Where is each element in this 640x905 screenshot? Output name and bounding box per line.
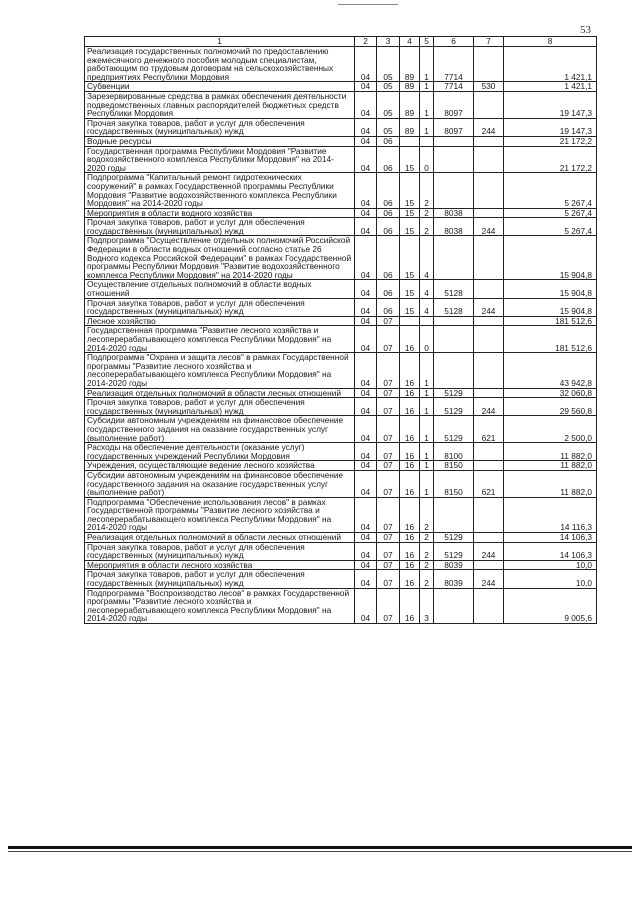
row-section: 04 xyxy=(355,353,377,388)
row-name: Субвенции xyxy=(85,82,355,92)
row-section: 04 xyxy=(355,280,377,298)
row-section: 04 xyxy=(355,82,377,92)
header-section: 2 xyxy=(355,37,377,47)
row-program: 16 xyxy=(400,470,420,497)
row-section: 04 xyxy=(355,443,377,461)
row-section: 04 xyxy=(355,173,377,208)
row-target-article xyxy=(434,316,474,326)
row-target-article: 8150 xyxy=(434,461,474,471)
row-subsection: 07 xyxy=(377,443,400,461)
row-name: Зарезервированные средства в рамках обеспечения деятельности подведомственных главных распорядителей бюджетных средств Республики Мордовия xyxy=(85,91,355,118)
row-target-article: 8097 xyxy=(434,91,474,118)
row-name: Прочая закупка товаров, работ и услуг для обеспечения государственных (муниципальных) нужд xyxy=(85,118,355,136)
row-subprogram xyxy=(420,136,434,146)
row-subprogram xyxy=(420,316,434,326)
row-subsection: 06 xyxy=(377,136,400,146)
row-target-article: 5128 xyxy=(434,280,474,298)
row-program: 16 xyxy=(400,461,420,471)
row-target-article xyxy=(434,497,474,532)
row-name: Прочая закупка товаров, работ и услуг для обеспечения государственных (муниципальных) нужд xyxy=(85,398,355,416)
row-name: Подпрограмма "Осуществление отдельных полномочий Российской Федерации в области водных отношений согласно статье 26 Водного кодекса Российской Федерации" в рамках Государственной программы Республики Мордовия "Развитие водохозяйственного комплекса Республики Мордовия" на 2014-2020 годы xyxy=(85,236,355,280)
row-subsection: 07 xyxy=(377,497,400,532)
row-subsection: 07 xyxy=(377,326,400,353)
row-program: 15 xyxy=(400,298,420,316)
row-expense-type xyxy=(474,533,504,543)
row-expense-type xyxy=(474,146,504,173)
row-expense-type: 621 xyxy=(474,416,504,443)
row-amount: 14 116,3 xyxy=(504,497,597,532)
row-subprogram: 1 xyxy=(420,398,434,416)
row-subsection: 07 xyxy=(377,461,400,471)
header-program: 4 xyxy=(400,37,420,47)
row-subsection: 06 xyxy=(377,280,400,298)
row-target-article: 5128 xyxy=(434,298,474,316)
row-name: Расходы на обеспечение деятельности (оказание услуг) государственных учреждений Республики Мордовия xyxy=(85,443,355,461)
row-target-article: 8038 xyxy=(434,218,474,236)
row-amount: 11 882,0 xyxy=(504,461,597,471)
row-program: 16 xyxy=(400,398,420,416)
row-name: Подпрограмма "Капитальный ремонт гидротехнических сооружений" в рамках Государственной программы Республики Мордовия "Развитие водохозяйственного комплекса Республики Мордовия" на 2014-2020 годы xyxy=(85,173,355,208)
row-expense-type: 244 xyxy=(474,118,504,136)
row-expense-type xyxy=(474,461,504,471)
row-program: 16 xyxy=(400,443,420,461)
row-amount: 181 512,6 xyxy=(504,326,597,353)
row-expense-type: 530 xyxy=(474,82,504,92)
row-amount: 1 421,1 xyxy=(504,47,597,82)
row-subprogram: 2 xyxy=(420,560,434,570)
row-program: 15 xyxy=(400,208,420,218)
row-subprogram: 2 xyxy=(420,497,434,532)
row-program: 89 xyxy=(400,91,420,118)
row-target-article xyxy=(434,326,474,353)
row-subsection: 06 xyxy=(377,173,400,208)
table-row xyxy=(85,353,597,388)
row-subsection: 06 xyxy=(377,218,400,236)
row-target-article: 5129 xyxy=(434,398,474,416)
row-subprogram: 1 xyxy=(420,118,434,136)
row-expense-type xyxy=(474,173,504,208)
row-subprogram: 0 xyxy=(420,146,434,173)
table-row xyxy=(85,470,597,497)
row-amount: 19 147,3 xyxy=(504,91,597,118)
row-subsection: 07 xyxy=(377,470,400,497)
row-expense-type xyxy=(474,91,504,118)
row-name: Субсидии автономным учреждениям на финансовое обеспечение государственного задания на оказание государственных услуг (выполнение работ) xyxy=(85,416,355,443)
row-subprogram: 1 xyxy=(420,470,434,497)
row-target-article xyxy=(434,146,474,173)
row-name: Реализация отдельных полномочий в области лесных отношений xyxy=(85,388,355,398)
header-row xyxy=(85,37,597,47)
row-program: 16 xyxy=(400,416,420,443)
row-target-article: 5129 xyxy=(434,416,474,443)
row-target-article: 7714 xyxy=(434,82,474,92)
row-amount: 2 500,0 xyxy=(504,416,597,443)
row-expense-type xyxy=(474,208,504,218)
row-amount: 11 882,0 xyxy=(504,470,597,497)
row-name: Государственная программа Республики Мордовия "Развитие водохозяйственного комплекса Республики Мордовия" на 2014-2020 годы xyxy=(85,146,355,173)
table-row xyxy=(85,497,597,532)
row-expense-type xyxy=(474,136,504,146)
row-subsection: 07 xyxy=(377,588,400,623)
row-subprogram: 2 xyxy=(420,173,434,208)
row-section: 04 xyxy=(355,497,377,532)
row-subprogram: 4 xyxy=(420,280,434,298)
row-expense-type xyxy=(474,47,504,82)
row-subsection: 07 xyxy=(377,388,400,398)
row-section: 04 xyxy=(355,236,377,280)
row-amount: 181 512,6 xyxy=(504,316,597,326)
row-section: 04 xyxy=(355,316,377,326)
row-program: 15 xyxy=(400,218,420,236)
row-subprogram: 2 xyxy=(420,533,434,543)
row-section: 04 xyxy=(355,47,377,82)
row-expense-type xyxy=(474,497,504,532)
row-subprogram: 1 xyxy=(420,388,434,398)
row-expense-type: 244 xyxy=(474,398,504,416)
row-subprogram: 1 xyxy=(420,47,434,82)
row-program: 15 xyxy=(400,236,420,280)
row-name: Прочая закупка товаров, работ и услуг для обеспечения государственных (муниципальных) нужд xyxy=(85,570,355,588)
row-subprogram: 1 xyxy=(420,91,434,118)
row-program: 89 xyxy=(400,47,420,82)
row-program xyxy=(400,136,420,146)
row-subprogram: 1 xyxy=(420,353,434,388)
header-name: 1 xyxy=(85,37,355,47)
table-row xyxy=(85,588,597,623)
row-expense-type xyxy=(474,326,504,353)
table-row xyxy=(85,82,597,92)
row-name: Реализация отдельных полномочий в области лесных отношений xyxy=(85,533,355,543)
table-row xyxy=(85,208,597,218)
row-subprogram: 2 xyxy=(420,218,434,236)
table-row xyxy=(85,443,597,461)
table-row xyxy=(85,118,597,136)
row-target-article: 5129 xyxy=(434,533,474,543)
row-amount: 1 421,1 xyxy=(504,82,597,92)
table-row xyxy=(85,388,597,398)
row-section: 04 xyxy=(355,398,377,416)
row-section: 04 xyxy=(355,533,377,543)
row-amount: 14 106,3 xyxy=(504,542,597,560)
row-target-article xyxy=(434,353,474,388)
header-amount: 8 xyxy=(504,37,597,47)
row-name: Подпрограмма "Воспроизводство лесов" в рамках Государственной программы "Развитие лесного хозяйства и лесоперерабатывающего комплекса Республики Мордовия" на 2014-2020 годы xyxy=(85,588,355,623)
row-subsection: 07 xyxy=(377,353,400,388)
row-subprogram: 2 xyxy=(420,570,434,588)
table-row xyxy=(85,560,597,570)
row-program: 16 xyxy=(400,560,420,570)
row-amount: 21 172,2 xyxy=(504,146,597,173)
header-target-article: 6 xyxy=(434,37,474,47)
row-amount: 29 560,8 xyxy=(504,398,597,416)
row-program: 16 xyxy=(400,588,420,623)
row-section: 04 xyxy=(355,461,377,471)
row-target-article xyxy=(434,588,474,623)
header-subsection: 3 xyxy=(377,37,400,47)
row-program: 16 xyxy=(400,533,420,543)
row-amount: 15 904,8 xyxy=(504,236,597,280)
row-expense-type xyxy=(474,443,504,461)
row-name: Лесное хозяйство xyxy=(85,316,355,326)
row-subsection: 06 xyxy=(377,298,400,316)
row-target-article: 8150 xyxy=(434,470,474,497)
row-subprogram: 0 xyxy=(420,326,434,353)
row-program: 16 xyxy=(400,388,420,398)
row-name: Прочая закупка товаров, работ и услуг для обеспечения государственных (муниципальных) нужд xyxy=(85,298,355,316)
row-section: 04 xyxy=(355,326,377,353)
row-target-article: 8039 xyxy=(434,570,474,588)
row-name: Прочая закупка товаров, работ и услуг для обеспечения государственных (муниципальных) нужд xyxy=(85,542,355,560)
row-amount: 5 267,4 xyxy=(504,218,597,236)
row-amount: 15 904,8 xyxy=(504,280,597,298)
row-name: Подпрограмма "Охрана и защита лесов" в рамках Государственной программы "Развитие лесного хозяйства и лесоперерабатывающего комплекса Республики Мордовия" на 2014-2020 годы xyxy=(85,353,355,388)
row-subprogram: 4 xyxy=(420,236,434,280)
row-section: 04 xyxy=(355,570,377,588)
row-section: 04 xyxy=(355,416,377,443)
row-amount: 32 060,8 xyxy=(504,388,597,398)
row-target-article: 8100 xyxy=(434,443,474,461)
table-row xyxy=(85,146,597,173)
row-subprogram: 1 xyxy=(420,443,434,461)
row-amount: 14 106,3 xyxy=(504,533,597,543)
row-program: 15 xyxy=(400,173,420,208)
row-subsection: 06 xyxy=(377,236,400,280)
row-section: 04 xyxy=(355,146,377,173)
row-name: Осуществление отдельных полномочий в области водных отношений xyxy=(85,280,355,298)
row-target-article: 5129 xyxy=(434,542,474,560)
bottom-rule-thin xyxy=(8,851,632,852)
row-name: Водные ресурсы xyxy=(85,136,355,146)
row-amount: 43 942,8 xyxy=(504,353,597,388)
row-name: Учреждения, осуществляющие ведение лесного хозяйства xyxy=(85,461,355,471)
row-section: 04 xyxy=(355,470,377,497)
row-section: 04 xyxy=(355,208,377,218)
row-expense-type xyxy=(474,388,504,398)
row-section: 04 xyxy=(355,91,377,118)
row-expense-type: 244 xyxy=(474,298,504,316)
row-program: 89 xyxy=(400,82,420,92)
row-section: 04 xyxy=(355,136,377,146)
row-name: Прочая закупка товаров, работ и услуг для обеспечения государственных (муниципальных) нужд xyxy=(85,218,355,236)
table-row xyxy=(85,326,597,353)
row-expense-type xyxy=(474,560,504,570)
row-expense-type: 244 xyxy=(474,570,504,588)
table-row xyxy=(85,398,597,416)
table-row xyxy=(85,91,597,118)
row-name: Мероприятия в области водного хозяйства xyxy=(85,208,355,218)
row-subsection: 06 xyxy=(377,146,400,173)
row-subsection: 05 xyxy=(377,82,400,92)
row-amount: 5 267,4 xyxy=(504,208,597,218)
table-row xyxy=(85,236,597,280)
table-row xyxy=(85,280,597,298)
row-subsection: 07 xyxy=(377,533,400,543)
row-subsection: 05 xyxy=(377,91,400,118)
row-section: 04 xyxy=(355,560,377,570)
row-target-article: 8097 xyxy=(434,118,474,136)
row-subsection: 07 xyxy=(377,316,400,326)
row-amount: 5 267,4 xyxy=(504,173,597,208)
row-target-article: 5129 xyxy=(434,388,474,398)
row-subsection: 07 xyxy=(377,570,400,588)
table-row xyxy=(85,136,597,146)
row-subsection: 05 xyxy=(377,47,400,82)
header-expense-type: 7 xyxy=(474,37,504,47)
row-program: 16 xyxy=(400,326,420,353)
row-section: 04 xyxy=(355,588,377,623)
row-target-article: 8039 xyxy=(434,560,474,570)
row-subprogram: 2 xyxy=(420,208,434,218)
row-expense-type xyxy=(474,236,504,280)
page-number: 53 xyxy=(580,24,591,36)
row-section: 04 xyxy=(355,218,377,236)
row-section: 04 xyxy=(355,118,377,136)
bottom-rule xyxy=(8,846,632,849)
row-expense-type: 621 xyxy=(474,470,504,497)
row-name: Мероприятия в области лесного хозяйства xyxy=(85,560,355,570)
table-row xyxy=(85,316,597,326)
row-name: Подпрограмма "Обеспечение использования лесов" в рамках Государственной программы "Развитие лесного хозяйства и лесоперерабатывающего комплекса Республики Мордовия" на 2014-2020 годы xyxy=(85,497,355,532)
table-row xyxy=(85,416,597,443)
row-program: 16 xyxy=(400,570,420,588)
row-subprogram: 3 xyxy=(420,588,434,623)
row-amount: 19 147,3 xyxy=(504,118,597,136)
row-name: Реализация государственных полномочий по предоставлению ежемесячного денежного пособия молодым специалистам, работающим по трудовым договорам на сельскохозяйственных предприятиях Республики Мордовия xyxy=(85,47,355,82)
table-row xyxy=(85,542,597,560)
row-target-article xyxy=(434,236,474,280)
table-row xyxy=(85,461,597,471)
row-name: Субсидии автономным учреждениям на финансовое обеспечение государственного задания на оказание государственных услуг (выполнение работ) xyxy=(85,470,355,497)
table-row xyxy=(85,570,597,588)
row-program: 89 xyxy=(400,118,420,136)
table-row xyxy=(85,173,597,208)
row-program: 16 xyxy=(400,353,420,388)
row-expense-type xyxy=(474,353,504,388)
table-row xyxy=(85,218,597,236)
table-body xyxy=(85,47,597,624)
top-scan-mark xyxy=(338,4,398,5)
row-subsection: 07 xyxy=(377,542,400,560)
row-program: 15 xyxy=(400,146,420,173)
table-row xyxy=(85,298,597,316)
table-row xyxy=(85,533,597,543)
row-expense-type: 244 xyxy=(474,542,504,560)
row-name: Государственная программа "Развитие лесного хозяйства и лесоперерабатывающего комплекса Республики Мордовия" на 2014-2020 годы xyxy=(85,326,355,353)
row-program: 15 xyxy=(400,280,420,298)
row-amount: 21 172,2 xyxy=(504,136,597,146)
row-subprogram: 1 xyxy=(420,461,434,471)
row-subsection: 05 xyxy=(377,118,400,136)
row-expense-type xyxy=(474,316,504,326)
table-row xyxy=(85,47,597,82)
row-amount: 11 882,0 xyxy=(504,443,597,461)
row-subsection: 07 xyxy=(377,560,400,570)
row-subsection: 06 xyxy=(377,208,400,218)
row-program: 16 xyxy=(400,542,420,560)
row-expense-type xyxy=(474,588,504,623)
row-target-article xyxy=(434,173,474,208)
row-section: 04 xyxy=(355,388,377,398)
header-subprogram: 5 xyxy=(420,37,434,47)
row-target-article: 8038 xyxy=(434,208,474,218)
row-subsection: 07 xyxy=(377,416,400,443)
row-section: 04 xyxy=(355,298,377,316)
row-target-article: 7714 xyxy=(434,47,474,82)
row-subprogram: 2 xyxy=(420,542,434,560)
row-amount: 9 005,6 xyxy=(504,588,597,623)
row-program: 16 xyxy=(400,497,420,532)
row-subprogram: 1 xyxy=(420,416,434,443)
row-expense-type: 244 xyxy=(474,218,504,236)
row-amount: 15 904,8 xyxy=(504,298,597,316)
row-target-article xyxy=(434,136,474,146)
row-section: 04 xyxy=(355,542,377,560)
row-amount: 10,0 xyxy=(504,570,597,588)
row-subprogram: 1 xyxy=(420,82,434,92)
row-subprogram: 4 xyxy=(420,298,434,316)
budget-table xyxy=(84,36,597,624)
row-expense-type xyxy=(474,280,504,298)
row-program xyxy=(400,316,420,326)
row-amount: 10,0 xyxy=(504,560,597,570)
row-subsection: 07 xyxy=(377,398,400,416)
